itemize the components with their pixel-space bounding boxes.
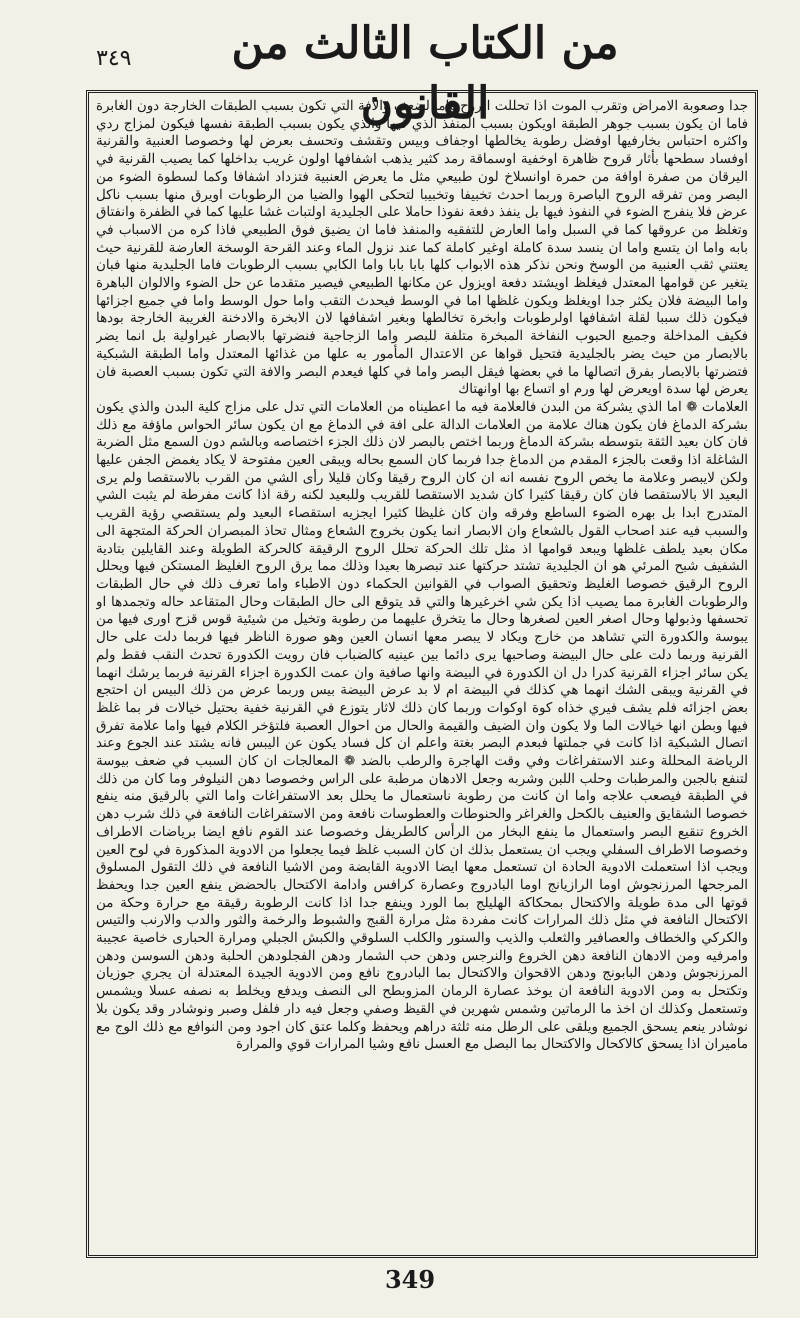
page-header	[0, 0, 800, 129]
paragraph: العلامات ❁ اما الذي يشركة من البدن فالعلامة فيه ما اعطيناه من العلامات التي تدل على مزاج كلية البدن والذي يكون بشركة الدماغ فان يكون هناك علامة من العلامات الدالة على افة في الدماغ مع ان يكون سائر الحواس ماؤفة مع ذلك فان كان بعيد الثقة بتوسطه بشركة الدماغ وربما اختص بالبصر لان ذلك الجزء اختصاصه وبالشم دون السمع مثل الضربة الشاغلة اذا وقعت بالجزء المقدم من الدماغ جدا فربما كان السمع بحاله ويبقى العين مفتوحة لا يكاد يغمض الجفن عليها ولكن لايبصر وعلامة ما يخص الروح نفسه انه ان كان الروح رقيقا وكان قليلا رأى الشي من القرب بالاستقصا ولم يرى البعيد الا بالاستقصا فان كان رقيقا كثيرا كان شديد الاستقصا للقريب وللبعيد لكنه رقة اذا كانت مفرطة لم يثبت الشي المتدرج ابدا بل بهره الضوء الساطع وفرقه وان كان غليظا كثيرا ايجزيه استقصاء البعيد ولم يستقصي رؤية القريب والسبب فيه عند اصحاب القول بالشعاع وان الابصار انما يكون بخروج الشعاع ومثال تحاذ المبصران الحركة المتجهة الى مكان بعيد يلطف غلظها ويبعد قوامها اذ مثل تلك الحركة تحلل الروح الرقيقة كالحركة الطويلة وعند القايلين بتادية الشفيف شبح المرئي هو ان الجليدية تشتد حركتها عند تبصرها بعيدا وذلك مما يرق الروح الغليظ المستكن فيها ويحلل الروح الرقيق خصوصا الغليظ وتحقيق الصواب في القوانين الحكماء دون الاطباء واما تعرف ذلك في حال الطبقات والرطوبات الغابرة مما يصيب اذا يكن شي اخرغيرها والتي قد يتوقع الى حال الطبقات وحال المتقاعد حاله وتجمدها او تحسفها وذبولها وحال اصغر العين لصغرها وحال ما يتخرق عليهما من رطوبة وتخيل من شيئية قوس قزح اورى فيها من يبوسة والكدورة التي تشاهد من خارج ويكاد لا يبصر معها انسان العين وهو صورة الناظر فيها فربما دلت على حال القرنية وربما دلت على حال البيضة وصاحبها يرى دائما بين عينيه كالضباب فان رويت الكدورة تحدث النقب فقط ولم يكن سائر اجزاء القرنية كدرا دل ان الكدورة في البيضة وانها صافية وان عمت الكدورة اجزاء القرنية فربما يرشك انهما في القرنية ويبقى الشك انهما هي كذلك في البيضة ام لا بد عرض البيضة بيس وربما عرض من ذلك البيس ان احتجع بعض اجزائه فلم يشف فيري خذاه كوة اوكوات وربما كان ذلك لاثار يتوزع في القرنية خفية بحتيل خيالات فر بما غلظ فيها وبطن انها خيالات الما ولا يكون وان الضيف والقيمة والحال من احوال العصبة فلتؤخر الكلام فيها واما علامة تفرق اتصال الشبكية اذا كانت في جملتها فبعدم البصر بغتة واعلم ان كل فساد يكون عن اليبس فانه يشتد عند الجوع وعند الرياضة المحللة وعند الاستفراغات وفي وقت الهاجرة والرطب بالضد ❁ المعالجات ان كان السبب في ضعف بيوسة لتنفع بالجبن والمرطبات وحلب اللبن وشربه وجعل الادهان مرطبة على الراس وخصوصا دهن النيلوفر وما كان من ذلك في الطبقة فيصعب علاجه واما ان كانت من رطوبة ناستعمال ما يحلل بعد الاستفراغات واما التي بالرقيق منه ينفع خصوصا الشقايق والعنيف بالكحل والغراغر والحنوطات والعطوسات نافعة ومن الاستفراغات النافعة في ذلك شرب دهن الخروع تنقيع البصر واستعمال ما ينفع البخار من الرأس كالطريفل وخصوصا عند القوم نافع ايضا برياضات الاطراف وخصوصا الاطراف السفلي ويجب ان يستعمل بذلك ان كان السبب غلظ فيما يجعلوا من الادوية المذكورة في لوح العين ويجب اذا استعملت الادوية الحادة ان تستعمل معها ايضا الادوية القابضة ومن الاشيا النافعة في ذلك التقول المسلوق المرجحها المرزنجوش اوما الرازيانج اوما البادروج وعصارة كرافس وادامة الاكتحال بالحضض ينفع العين جدا ويحفظ قوتها الى مدة طويلة والاكتحال بمحكاكة الهليلج بما الورد وينفع جدا اذا كانت الرطوبة رقيقة مع حرارة وحكة من الاكتحال النافعة في مثل ذلك المرارات كانت مفردة مثل مرارة القبج والشبوط والرخمة والثور والدب والارنب والتيس والكركي والخطاف والعصافير والثعلب والذيب والسنور والكلب السلوقي والكبش الجبلي ومرارة الحبارى خاصية عجيبة وامرفيه ومن الادهان النافعة دهن الخروع والنرجس ودهن حب الشمار ودهن الفجلودهن الحلبة ودهن السوسن ودهن المرزنجوش ودهن البابونج ودهن الاقحوان والاكتحال بما البادروج نافع ومن الادوية الجيدة المعتدلة ان يجري جوزيان وتكتحل به ومن الادوية النافعة ان يوخذ عصارة الرمان المزوبطح الى النصف ويدفع ويخلط به نصفه عسلا ويشمس وتستعمل وكذلك ان اخذ ما الرماتين وشمس شهرين في القيظ وصفي وجعل فيه دار فلفل وصبر ونوشادر وقد يكون بلا نوشادر ينعم يسحق الجميع ويلقى على الرطل منه ثلثة دراهم ويحفظ وكلما عتق كان اجود ومن النوافع مع ذلك الوج مع ماميران اذا يسحق كالاكحال والاكتحال بما البصل مع العسل نافع وشيا المرارات قوي والمرارة	[96, 399, 748, 1053]
page-number-top: ٣٤٩	[96, 46, 132, 71]
text-body	[96, 98, 748, 1250]
page-title: من الكتاب الثالث من القانون	[231, 18, 619, 129]
paragraph: جدا وصعوبة الامراض وتقرب الموت اذا تحللت الروح واما لضعف والافة التي تكون بسبب الطبقات الخارجة دون الغابرة فاما ان يكون بسبب جوهر الطبقة اويكون بسبب المنفذ الذي فيها والذي يكون بسبب الطبقة نفسها فيكون لمزاج ردي واكثره احتباس بخارفيها اوفضل رطوبة يخالطها اوجفاف وبيس وتقشف وتحسف بعرض لها وخصوصا العنبية والقرنية اوفساد سطحها بأثار قروح ظاهرة اوخفية اوسماقة رمد كثير يذهب اشفافها اولون غريب بداخلها كما يصيب القرنية في اليرقان من صفرة اوافة من حمرة اوانسلاخ لون طبيعي مثل ما يعرض العنبية فتزداد اشفافا وكما لسطوة الضوء من البصر ومن تفرقه الروح الباصرة وربما احدث تخبيفا وتخبيبا لتحكى الهوا والضيا من الرطوبات اويرق منها بسبب ناكل عرض فلا ينفرج الضوء في النفوذ فيها بل ينفذ دفعة نفوذا حاملا على الجليدية اولتبات غشا عليها كما في الظفرة وانفتاق وتغلظ من عروقها كما في السبل واما العارض للتفقيه والمنفذ فاما ان يضيق فوق الطبيعي فاذا كره من الاسباب في بابه واما ان يتسع واما ان ينسد سدة كاملة اوغير كاملة كما عند نزول الماء وعند القرحة الوسخة العارضة للقرنية حيث يعتني ثقب العنبية من الوسخ ونحن نذكر هذه الابواب كلها بابا بابا واما الكابي بسبب الرطوبات فاما الجليدية منها فبان يتغير عن قوامها المعتدل فيغلظ اويشتد دفعة اويزول عن مكانها الطبيعي فيصير متقدما عن حل الضوء والالوان الباهرة واما البيضة فلان يكثر جدا اويغلظ ويكون غلظها اما في الوسط فيحدث التقب واما حول الوسط واما في جميع اجزائها فيكون ذلك سببا لقلة اشفافها اولرطوبات وابخرة تخالطها وبغير اشفافها لان الابخرة والادخنة الغريبة الخارجة بودها فكيف المداخلة وجميع الحبوب النفاخة المبخرة متلفة للبصر واما الزجاجية فنضرتها بالابصار غيراولية بل انما يضر بالابصار من حيث يضر بالجليدية فتحيل قواها عن الاعتدال المأمور به علها من غذائها المعتدل واما الطبقة الشبكية فتضرتها بالابصار بفرق اتصالها ما في بعضها فيقل البصر واما في كلها فيعدم البصر والافة التي تكون بسبب العصبة فان يعرض لها سدة اويعرض لها ورم او اتساع بها اوانهتاك	[96, 99, 748, 398]
page-number-bottom: 349	[384, 1265, 436, 1294]
